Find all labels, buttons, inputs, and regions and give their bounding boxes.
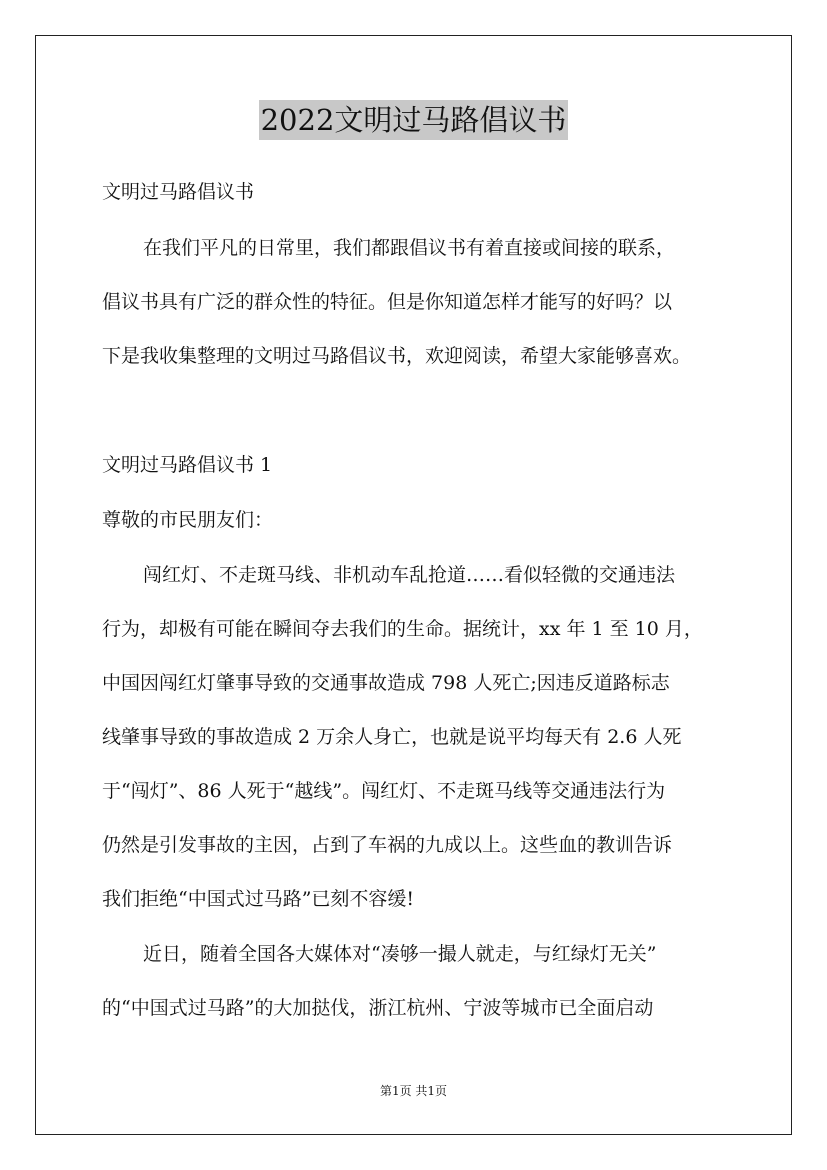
salutation: 尊敬的市民朋友们： <box>102 509 274 531</box>
section-heading: 文明过马路倡议书 1 <box>102 454 273 476</box>
paragraph-line: 闯红灯、不走斑马线、非机动车乱抢道……看似轻微的交通违法 <box>143 564 676 586</box>
paragraph-line: 的“中国式过马路”的大加挞伐，浙江杭州、宁波等城市已全面启动 <box>102 997 654 1019</box>
paragraph-line: 行为，却极有可能在瞬间夺去我们的生命。据统计，xx 年 1 至 10 月， <box>102 618 703 640</box>
title-container <box>0 100 827 140</box>
intro-line: 倡议书具有广泛的群众性的特征。但是你知道怎样才能写的好吗？以 <box>102 291 673 313</box>
paragraph-line: 中国因闯红灯肇事导致的交通事故造成 798 人死亡;因违反道路标志 <box>102 672 670 694</box>
paragraph-line: 于“闯灯”、86 人死于“越线”。闯红灯、不走斑马线等交通违法行为 <box>102 780 666 802</box>
intro-line: 在我们平凡的日常里，我们都跟倡议书有着直接或间接的联系， <box>143 237 676 259</box>
intro-line: 下是我收集整理的文明过马路倡议书，欢迎阅读，希望大家能够喜欢。 <box>102 345 692 367</box>
paragraph-line: 近日，随着全国各大媒体对“凑够一撮人就走，与红绿灯无关” <box>143 943 657 965</box>
paragraph-line: 仍然是引发事故的主因，占到了车祸的九成以上。这些血的教训告诉 <box>102 834 673 856</box>
document-subtitle: 文明过马路倡议书 <box>102 181 255 203</box>
page-footer <box>0 1083 827 1099</box>
paragraph-line: 我们拒绝“中国式过马路”已刻不容缓! <box>102 888 415 910</box>
document-title: 2022文明过马路倡议书 <box>259 100 569 140</box>
page-indicator: 第1页 共1页 <box>379 1084 448 1098</box>
paragraph-line: 线肇事导致的事故造成 2 万余人身亡，也就是说平均每天有 2.6 人死 <box>102 726 682 748</box>
